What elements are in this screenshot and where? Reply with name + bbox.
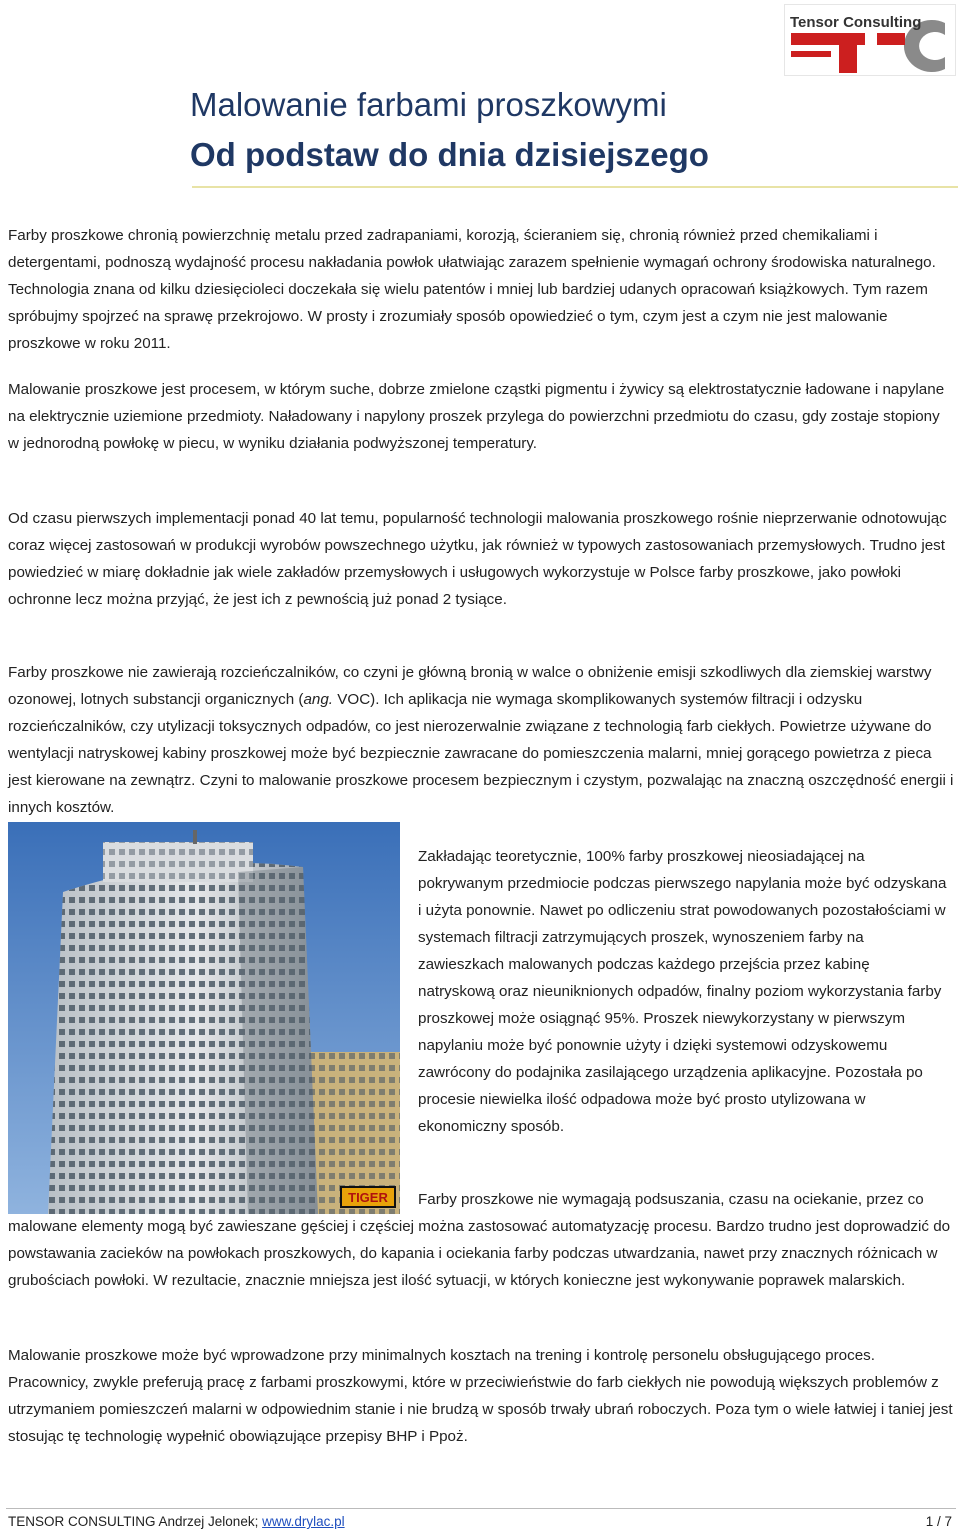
footer-divider: [6, 1508, 956, 1509]
footer-website-link[interactable]: www.drylac.pl: [262, 1514, 345, 1529]
paragraph-process: Malowanie proszkowe jest procesem, w którym suche, dobrze zmielone cząstki pigmentu i żywicy są elektrostatycznie ładowane i napylane na elektrycznie uziemione przedmioty. Naładowany i napylony proszek przylega do powierzchni przedmiotu do czasu, gdy zostaje stopiony w jednorodną powłokę w piecu, w wyniku działania podwyższonej temperatury.: [8, 381, 945, 452]
paragraph-drying: Farby proszkowe nie wymagają podsuszania, czasu na ociekanie, przez co malowane elementy mogą być zawieszane gęściej i częściej można zastosować automatyzację procesu. Bardzo trudno jest doprowadzić do powstawania zacieków na powłokach proszkowych, do kapania i ociekania farby podczas utwardzania, nawet przy znacznych różnicach w grubościach powłoki. W rezultacie, znacznie mniejsza jest ilość sytuacji, w których konieczne jest wykonywanie poprawek malarskich.: [8, 1191, 951, 1289]
title-line-2: Od podstaw do dnia dzisiejszego: [190, 136, 709, 173]
company-logo: [784, 4, 956, 76]
footer-author: TENSOR CONSULTING Andrzej Jelonek;: [8, 1514, 263, 1529]
paragraph-training: Malowanie proszkowe może być wprowadzone przy minimalnych kosztach na trening i kontrolę personelu obsługującego proces. Pracownicy, zwykle preferują pracę z farbami proszkowymi, które w przeciwieństwie do farb ciekłych nie powodują większych problemów z utrzymaniem pomieszczeń malarni w odpowiednim stanie i nie brudzą w sposób trwały ubrań roboczych. Poza tym o wiele łatwiej i taniej jest stosując tę technologię wypełnić obowiązujące przepisy BHP i Ppoż.: [8, 1347, 953, 1445]
paragraph-recovery: Zakładając teoretycznie, 100% farby proszkowej nieosiadającej na pokrywanym przedmiocie podczas pierwszego napylania może być odzyskana i użyta ponownie. Nawet po odliczeniu strat powodowanych pozostałościami w systemach filtracji zatrzymujących proszek, wynoszeniem farby na zawieszkach malowanych podczas każdego przejścia przez kabinę natryskową oraz nieuniknionych odpadów, finalny poziom wykorzystania farby proszkowej może osiągnąć 95%. Proszek niewykorzystany w pierwszym napylaniu może być ponownie użyty i dzięki systemowi odzyskowemu zawrócony do podajnika zasilającego urządzenia aplikacyjne. Pozostała po procesie niewielka ilość odpadowa może być prosto utylizowana w ekonomiczny sposób.: [418, 848, 947, 1135]
paragraph-environment-italic: ang.: [303, 691, 334, 708]
tiger-badge: TIGER: [348, 1190, 388, 1205]
paragraph-environment: [8, 659, 954, 821]
paragraph-environment-part-a: Farby proszkowe nie zawierają rozcieńczalników, co czyni je główną bronią w walce o obniżenie emisji szkodliwych dla ziemskiej warstwy ozonowej, lotnych substancji organicznych (: [8, 664, 932, 708]
title-line-1: Malowanie farbami proszkowymi: [190, 86, 667, 123]
skyscraper-image-icon: [8, 822, 400, 1214]
paragraph-environment-part-b: VOC). Ich aplikacja nie wymaga skomplikowanych systemów filtracji i odzysku rozcieńczalników, czy utylizacji toksycznych odpadów, co jest nierozerwalnie związane z technologią farb ciekłych. Powietrze używane do wentylacji natryskowej kabiny proszkowej może być bezpiecznie zawracane do pomieszczenia malarni, mniej gorącego powietrza z pieca jest kierowane na zewnątrz. Czyni to malowanie proszkowe procesem bezpiecznym i czystym, pozwalając na znaczną oszczędność energii i innych kosztów.: [8, 691, 954, 816]
paragraph-history: Od czasu pierwszych implementacji ponad 40 lat temu, popularność technologii malowania proszkowego rośnie nieprzerwanie odnotowując coraz więcej zastosowań w produkcji wyrobów powszechnego użytku, jak również w typowych zastosowaniach przemysłowych. Trudno jest powiedzieć w miarę dokładnie jak wiele zakładów przemysłowych i usługowych wykorzystuje w Polsce farby proszkowe, jako powłoki ochronne lecz można przyjąć, że jest ich z pewnością już ponad 2 tysiące.: [8, 510, 947, 608]
page-title: [190, 80, 890, 180]
building-photo: [8, 822, 400, 1214]
paragraph-intro: Farby proszkowe chronią powierzchnię metalu przed zadrapaniami, korozją, ścieraniem się, chronią również przed chemikaliami i detergentami, podnoszą wydajność procesu nakładania powłok ułatwiając zarazem spełnienie wymagań ochrony środowiska naturalnego. Technologia znana od kilku dziesięcioleci doczekała się wielu patentów i mniej lub bardziej udanych opracowań książkowych. Tym razem spróbujmy spojrzeć na sprawę przekrojowo. W prosty i zrozumiały sposób opowiedzieć o tym, czym jest a czym nie jest malowanie proszkowe w roku 2011.: [8, 227, 936, 352]
title-divider: [192, 186, 958, 188]
logo-text: Tensor Consulting: [790, 14, 922, 31]
footer: [8, 1514, 954, 1529]
page-number: 1 / 7: [925, 1514, 952, 1529]
